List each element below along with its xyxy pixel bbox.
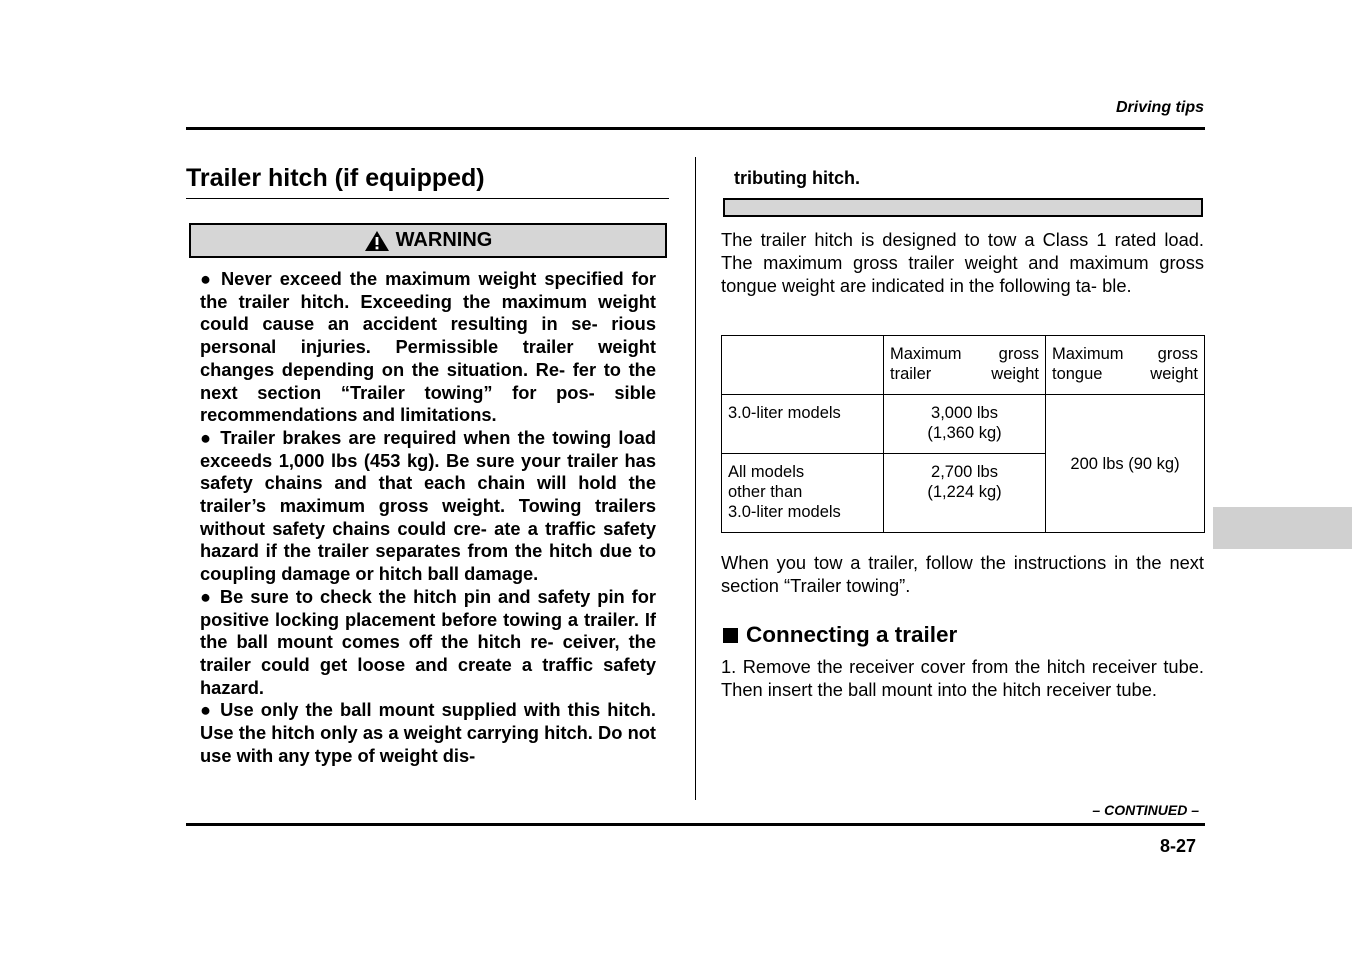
intro-paragraph: The trailer hitch is designed to tow a Class 1 rated load. The maximum gross trailer weight and maximum gross tongue weight are indicated in the following ta- ble. — [721, 229, 1204, 296]
title-underline — [186, 198, 669, 199]
bullet: ● — [200, 699, 214, 721]
bullet: ● — [200, 426, 214, 448]
page-number: 8-27 — [1159, 836, 1196, 856]
trailer-weight-cell: 2,700 lbs (1,224 kg) — [884, 454, 1046, 533]
warning-item: ● Never exceed the maximum weight specified for the trailer hitch. Exceeding the maximum weight could cause an accident resulting in se- rious personal injuries. Permissible trailer weight changes depending on the situation. Re- fer to the next section “Trailer towing” for pos- sible recommendations and limitations. — [200, 268, 656, 426]
tongue-weight-cell: 200 lbs (90 kg) — [1046, 395, 1205, 533]
table-header-cell — [722, 336, 884, 395]
model-cell: All models other than 3.0-liter models — [722, 454, 884, 533]
warning-end-bar — [723, 198, 1203, 217]
bullet: ● — [200, 585, 213, 607]
footer-rule — [186, 823, 1205, 826]
table-header-cell: Maximum gross tongue weight — [1046, 336, 1205, 395]
step-1: 1. Remove the receiver cover from the hitch receiver tube. Then insert the ball mount into the hitch receiver tube. — [721, 656, 1204, 700]
table-row — [722, 395, 1205, 454]
trailer-weight-cell: 3,000 lbs (1,360 kg) — [884, 395, 1046, 454]
warning-item: ● Trailer brakes are required when the towing load exceeds 1,000 lbs (453 kg). Be sure your trailer has safety chains and that each chain will hold the trailer’s maximum gross weight. Towing trailers without safety chains could cre- ate a traffic safety hazard if the trailer separates from the hitch due to coupling damage or hitch ball damage. — [200, 426, 656, 585]
warning-label: WARNING — [395, 229, 493, 251]
table-header-cell: Maximum gross trailer weight — [884, 336, 1046, 395]
continued-label: – CONTINUED – — [1092, 802, 1199, 818]
weight-table — [721, 335, 1205, 533]
subsection-heading: Connecting a trailer — [723, 622, 957, 648]
warning-item: ● Be sure to check the hitch pin and safety pin for positive locking placement before towing a trailer. If the ball mount comes off the hitch re- ceiver, the trailer could get loose and create a traffic safety hazard. — [200, 585, 656, 698]
warning-list — [200, 268, 656, 767]
column-divider — [695, 157, 696, 800]
warning-triangle-icon — [364, 230, 390, 252]
page-title: Trailer hitch (if equipped) — [186, 164, 485, 192]
chapter-side-tab — [1213, 507, 1352, 549]
bullet: ● — [200, 268, 214, 289]
header-rule — [186, 127, 1205, 130]
model-cell: 3.0-liter models — [722, 395, 884, 454]
follow-paragraph: When you tow a trailer, follow the instructions in the next section “Trailer towing”. — [721, 552, 1204, 596]
table-header-row — [722, 336, 1205, 395]
warning-item: ● Use only the ball mount supplied with this hitch. Use the hitch only as a weight carrying hitch. Do not use with any type of weight dis- — [200, 699, 656, 766]
warning-continuation: tributing hitch. — [734, 168, 860, 188]
section-label: Driving tips — [1115, 99, 1204, 116]
warning-banner — [189, 223, 667, 258]
square-bullet-icon — [723, 628, 738, 643]
